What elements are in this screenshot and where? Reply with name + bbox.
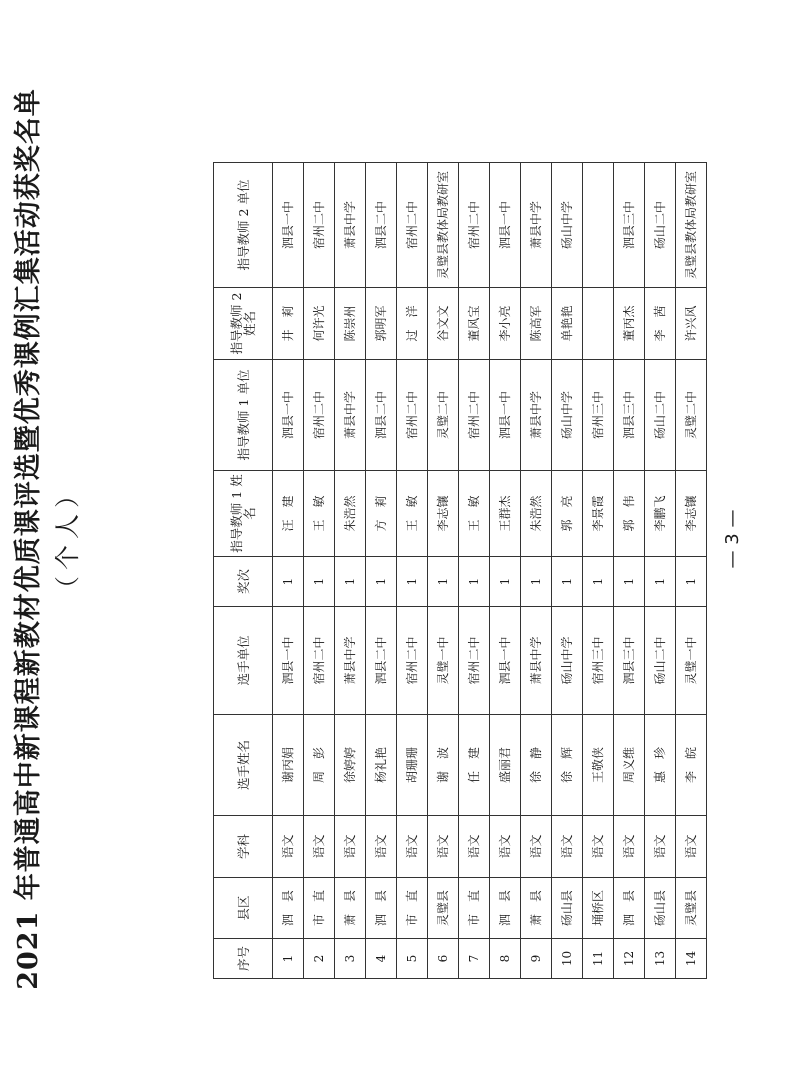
table-row [645,163,676,979]
table-cell: 1 [459,557,490,607]
table-cell: 1 [428,557,459,607]
table-cell: 徐 静 [521,715,552,816]
table-cell: 泗县一中 [273,360,304,471]
table-cell: 10 [552,939,583,979]
table-cell: 9 [521,939,552,979]
table-row [490,163,521,979]
table-cell: 泗 县 [614,878,645,939]
table-cell: 郭 伟 [614,471,645,557]
table-cell: 泗县一中 [273,163,304,288]
table-row [521,163,552,979]
header-cell: 奖次 [214,557,273,607]
table-cell: 1 [490,557,521,607]
table-cell: 12 [614,939,645,979]
table-cell: 8 [490,939,521,979]
table-cell: 宿州三中 [583,360,614,471]
table-row [428,163,459,979]
table-cell: 宿州二中 [459,607,490,715]
table-cell: 董风宝 [459,288,490,360]
table-cell [583,163,614,288]
table-cell: 徐婷婷 [335,715,366,816]
table-row [397,163,428,979]
table-cell: 汪 建 [273,471,304,557]
table-cell: 王 敏 [304,471,335,557]
table-row [583,163,614,979]
table-cell: 7 [459,939,490,979]
table-cell: 灵璧县教体局教研室 [428,163,459,288]
table-cell: 语文 [335,816,366,878]
table-cell: 1 [273,557,304,607]
page-title: 2021 年普通高中新课程新教材优质课评选暨优秀课例汇集活动获奖名单 [13,88,44,990]
table-cell: 语文 [676,816,707,878]
table-row [614,163,645,979]
table-cell: 井 莉 [273,288,304,360]
table-cell: 过 洋 [397,288,428,360]
table-cell: 宿州二中 [397,163,428,288]
table-cell: 何许光 [304,288,335,360]
table-cell: 陈崇州 [335,288,366,360]
header-cell: 指导教师 2 单位 [214,163,273,288]
table-cell: 王敬侠 [583,715,614,816]
table-cell: 13 [645,939,676,979]
table-row [304,163,335,979]
table-cell: 萧县中学 [521,607,552,715]
table-cell: 李 皖 [676,715,707,816]
table-cell: 萧 县 [335,878,366,939]
table-row [676,163,707,979]
table-cell: 萧县中学 [335,607,366,715]
header-cell: 选手姓名 [214,715,273,816]
table-cell: 1 [676,557,707,607]
table-cell: 徐 辉 [552,715,583,816]
table-cell: 语文 [304,816,335,878]
table-cell: 许兴风 [676,288,707,360]
table-row [552,163,583,979]
table-cell: 宿州二中 [459,163,490,288]
table-row [459,163,490,979]
table-cell: 泗县一中 [490,360,521,471]
table-cell: 郭明军 [366,288,397,360]
table-cell: 朱浩然 [521,471,552,557]
table-cell: 语文 [428,816,459,878]
header-cell: 序号 [214,939,273,979]
table-cell: 泗县三中 [614,607,645,715]
table-cell: 灵璧县 [676,878,707,939]
table-cell [583,288,614,360]
table-cell: 5 [397,939,428,979]
table-row [366,163,397,979]
table-cell: 灵璧县教体局教研室 [676,163,707,288]
table-cell: 朱浩然 [335,471,366,557]
table-cell: 泗县三中 [614,163,645,288]
table-cell: 谢 波 [428,715,459,816]
table-cell: 语文 [366,816,397,878]
table-header-row [214,163,273,979]
table-cell: 灵璧二中 [676,360,707,471]
table-cell: 宿州二中 [304,360,335,471]
table-cell: 埇桥区 [583,878,614,939]
table-cell: 王群杰 [490,471,521,557]
table-cell: 宿州二中 [459,360,490,471]
table-cell: 任 建 [459,715,490,816]
table-cell: 市 直 [459,878,490,939]
page-number: — 3 — [722,509,743,569]
table-cell: 泗 县 [273,878,304,939]
table-cell: 砀山中学 [552,163,583,288]
table-cell: 1 [583,557,614,607]
table-cell: 3 [335,939,366,979]
table-cell: 惠 珍 [645,715,676,816]
table-cell: 灵璧县 [428,878,459,939]
table-cell: 宿州二中 [397,360,428,471]
table-cell: 语文 [459,816,490,878]
table-cell: 灵璧一中 [676,607,707,715]
table-cell: 语文 [645,816,676,878]
table-cell: 1 [397,557,428,607]
table-cell: 4 [366,939,397,979]
table-row [335,163,366,979]
table-cell: 王 敏 [397,471,428,557]
table-cell: 萧 县 [521,878,552,939]
table-cell: 2 [304,939,335,979]
header-cell: 学科 [214,816,273,878]
table-cell: 语文 [552,816,583,878]
table-cell: 泗县一中 [273,607,304,715]
table-cell: 陈高军 [521,288,552,360]
header-cell: 指导教师 2 姓名 [214,288,273,360]
table-cell: 方 莉 [366,471,397,557]
table-cell: 市 直 [304,878,335,939]
table-cell: 董丙杰 [614,288,645,360]
table-cell: 1 [552,557,583,607]
table-cell: 市 直 [397,878,428,939]
table-cell: 单艳艳 [552,288,583,360]
table-cell: 萧县中学 [335,163,366,288]
table-cell: 砀山中学 [552,607,583,715]
table-cell: 李小亮 [490,288,521,360]
table-cell: 砀山二中 [645,360,676,471]
table-cell: 盛丽君 [490,715,521,816]
table-cell: 1 [304,557,335,607]
table-cell: 语文 [614,816,645,878]
table-cell: 宿州二中 [304,607,335,715]
table-cell: 胡珊珊 [397,715,428,816]
table-cell: 语文 [583,816,614,878]
table-cell: 1 [273,939,304,979]
table-cell: 谢丙娟 [273,715,304,816]
table-cell: 语文 [397,816,428,878]
table-cell: 李志镶 [428,471,459,557]
table-cell: 郭 亮 [552,471,583,557]
table-cell: 宿州二中 [304,163,335,288]
table-cell: 1 [521,557,552,607]
table-cell: 1 [645,557,676,607]
header-cell: 指导教师 1 姓名 [214,471,273,557]
table-cell: 1 [614,557,645,607]
table-cell: 1 [366,557,397,607]
table-row [273,163,304,979]
table-cell: 泗县三中 [614,360,645,471]
table-cell: 周义维 [614,715,645,816]
table-cell: 语文 [490,816,521,878]
table-cell: 砀山二中 [645,607,676,715]
table-cell: 宿州二中 [397,607,428,715]
table-cell: 谷文文 [428,288,459,360]
page-subtitle: （个人） [53,477,82,602]
table-cell: 砀山县 [645,878,676,939]
table-cell: 泗县一中 [490,607,521,715]
header-cell: 选手单位 [214,607,273,715]
header-cell: 指导教师 1 单位 [214,360,273,471]
table-cell: 灵璧二中 [428,360,459,471]
table-cell: 萧县中学 [521,360,552,471]
table-cell: 李 茜 [645,288,676,360]
table-cell: 李鹏飞 [645,471,676,557]
table-cell: 萧县中学 [521,163,552,288]
table-cell: 李景霞 [583,471,614,557]
table-cell: 砀山二中 [645,163,676,288]
table-cell: 11 [583,939,614,979]
table-cell: 语文 [521,816,552,878]
table-cell: 砀山县 [552,878,583,939]
table-cell: 王 敏 [459,471,490,557]
table-cell: 泗县二中 [366,360,397,471]
table-cell: 宿州三中 [583,607,614,715]
table-cell: 周 彭 [304,715,335,816]
award-table [213,162,707,979]
table-cell: 6 [428,939,459,979]
table-cell: 杨礼艳 [366,715,397,816]
table-cell: 李志镶 [676,471,707,557]
table-cell: 14 [676,939,707,979]
table-cell: 灵璧一中 [428,607,459,715]
header-cell: 县区 [214,878,273,939]
table-cell: 泗县二中 [366,607,397,715]
table-cell: 1 [335,557,366,607]
table-cell: 泗 县 [366,878,397,939]
table-cell: 砀山中学 [552,360,583,471]
table-cell: 泗县一中 [490,163,521,288]
table-cell: 萧县中学 [335,360,366,471]
table-cell: 语文 [273,816,304,878]
table-cell: 泗县二中 [366,163,397,288]
table-cell: 泗 县 [490,878,521,939]
